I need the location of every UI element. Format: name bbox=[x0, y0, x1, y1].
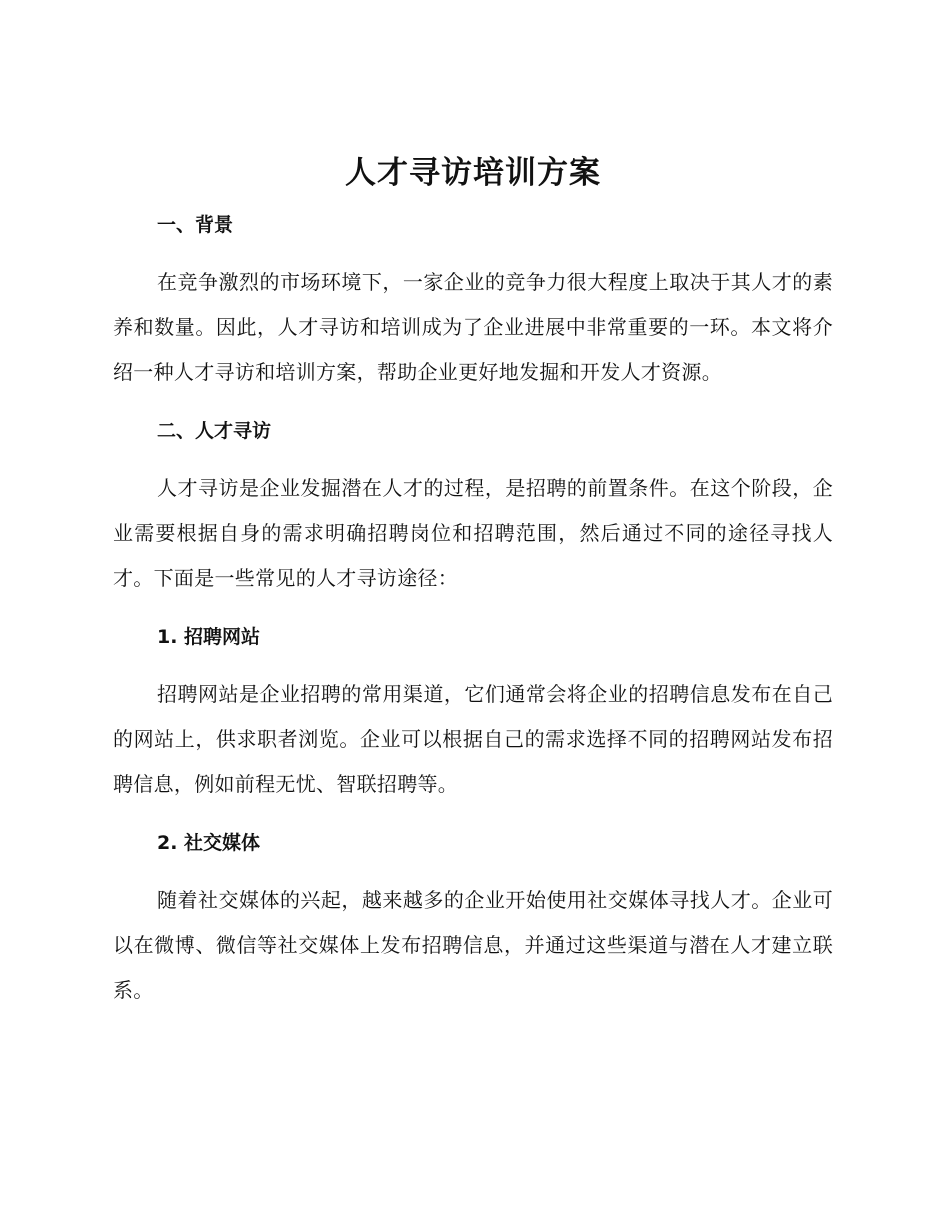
subsection-paragraph-social-media: 随着社交媒体的兴起，越来越多的企业开始使用社交媒体寻找人才。企业可以在微博、微信等社交媒体上发布招聘信息，并通过这些渠道与潜在人才建立联系。 bbox=[113, 888, 833, 1002]
subsection-heading-recruitment-websites: 1. 招聘网站 bbox=[157, 626, 261, 648]
subsection-paragraph-recruitment-websites: 招聘网站是企业招聘的常用渠道，它们通常会将企业的招聘信息发布在自己的网站上，供求职者浏览。企业可以根据自己的需求选择不同的招聘网站发布招聘信息，例如前程无忧、智联招聘等。 bbox=[113, 682, 833, 796]
section-heading-background: 一、背景 bbox=[157, 214, 234, 236]
document-body bbox=[113, 150, 833, 1034]
subsection-heading-social-media: 2. 社交媒体 bbox=[157, 832, 261, 854]
section-paragraph-talent-search: 人才寻访是企业发掘潜在人才的过程，是招聘的前置条件。在这个阶段，企业需要根据自身的需求明确招聘岗位和招聘范围，然后通过不同的途径寻找人才。下面是一些常见的人才寻访途径： bbox=[113, 476, 833, 590]
section-heading-talent-search: 二、人才寻访 bbox=[157, 420, 272, 442]
section-paragraph-background: 在竞争激烈的市场环境下，一家企业的竞争力很大程度上取决于其人才的素养和数量。因此，人才寻访和培训成为了企业进展中非常重要的一环。本文将介绍一种人才寻访和培训方案，帮助企业更好地发掘和开发人才资源。 bbox=[113, 270, 833, 384]
document-title: 人才寻访培训方案 bbox=[345, 155, 601, 191]
